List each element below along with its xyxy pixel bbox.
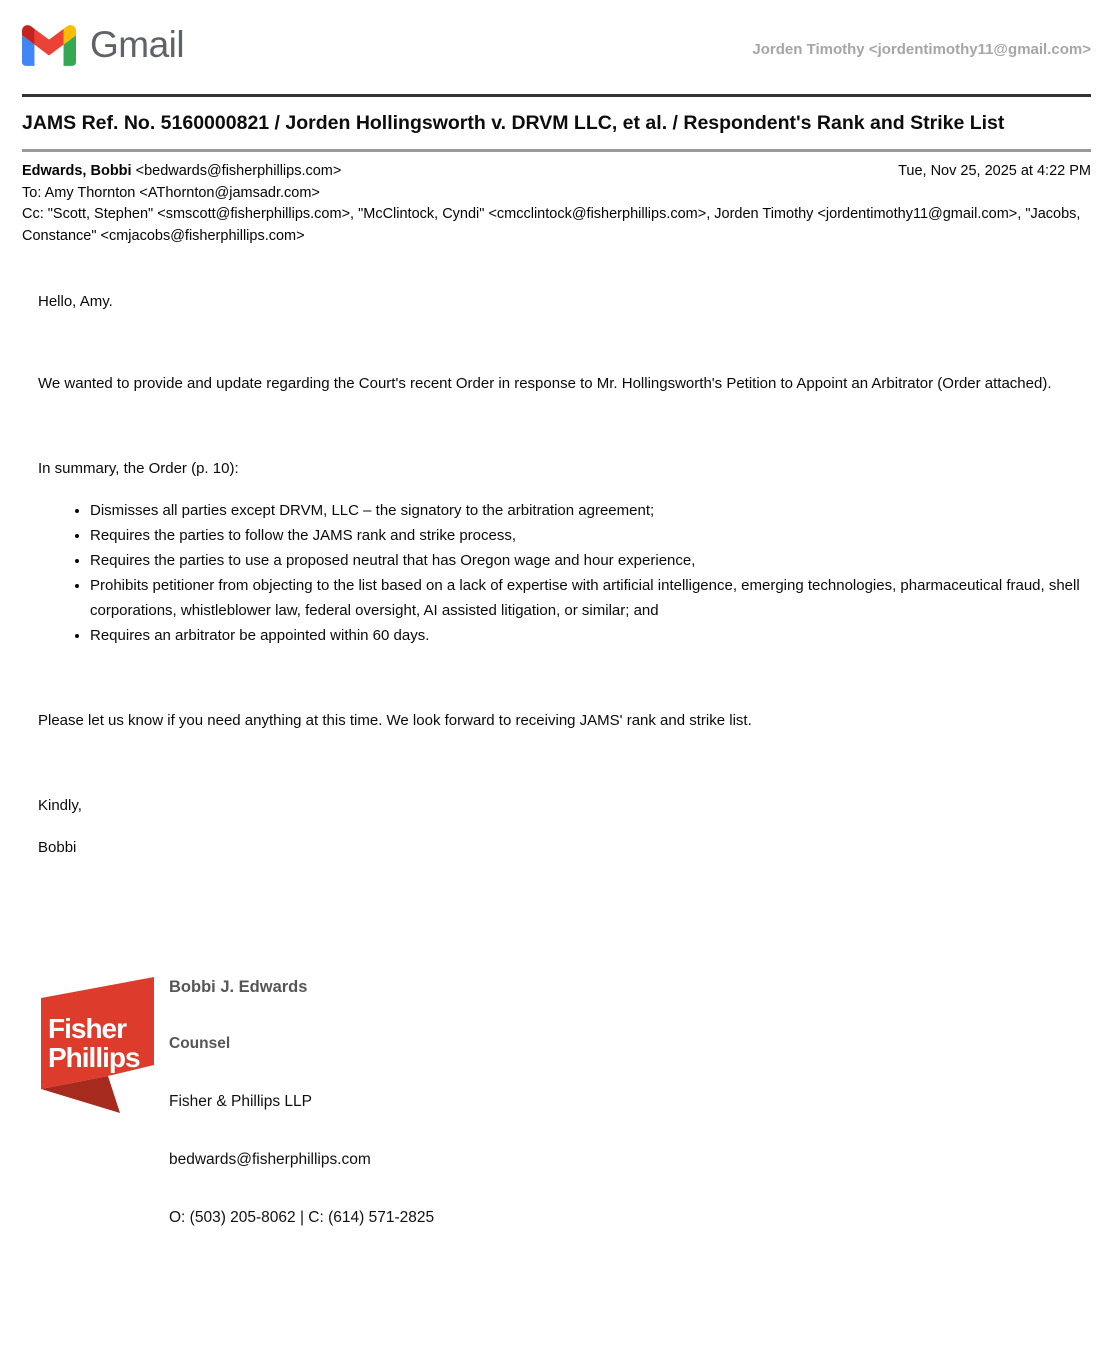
signature-firm: Fisher & Phillips LLP bbox=[169, 1093, 313, 1110]
gmail-logo bbox=[22, 24, 184, 66]
signature-name: Bobbi J. Edwards bbox=[169, 978, 308, 996]
logo-text-line2: Phillips bbox=[48, 1042, 140, 1073]
order-summary-list bbox=[38, 498, 1091, 648]
signature-phones: O: (503) 205-8062 | C: (614) 571-2825 bbox=[169, 1209, 435, 1226]
fisher-phillips-logo bbox=[38, 972, 157, 1119]
list-item: • Requires an arbitrator be appointed within 60 days. bbox=[90, 623, 1091, 648]
account-email: Jorden Timothy <jordentimothy11@gmail.com> bbox=[752, 40, 1091, 58]
from-name: Edwards, Bobbi bbox=[22, 163, 132, 179]
list-item: • Requires the parties to follow the JAMS rank and strike process, bbox=[90, 523, 1091, 548]
signoff: Bobbi bbox=[38, 839, 77, 856]
paragraph-summary: In summary, the Order (p. 10): bbox=[38, 460, 239, 477]
list-item: • Prohibits petitioner from objecting to the list based on a lack of expertise with artificial intelligence, emerging technologies, pharmaceutical fraud, shell corporations, whistleblower law, federal oversight, AI assisted litigation, or similar; and bbox=[90, 573, 1091, 623]
logo-text-line1: Fisher bbox=[48, 1013, 127, 1044]
message-meta bbox=[22, 161, 1091, 247]
greeting: Hello, Amy. bbox=[38, 293, 113, 310]
cc-line: Cc: "Scott, Stephen" <smscott@fisherphillips.com>, "McClintock, Cyndi" <cmcclintock@fisherphillips.com>, Jorden Timothy <jordentimothy11@gmail.com>, "Jacobs, Constance" <cmjacobs@fisherphillips.com> bbox=[22, 206, 1081, 244]
gmail-m-icon bbox=[22, 25, 76, 66]
email-signature bbox=[38, 972, 1091, 1267]
signature-text bbox=[169, 972, 434, 1267]
paragraph-update: We wanted to provide and update regarding the Court's recent Order in response to Mr. Hollingsworth's Petition to Appoint an Arbitrator (Order attached). bbox=[38, 375, 1052, 392]
signature-title: Counsel bbox=[169, 1035, 231, 1052]
from-line bbox=[22, 161, 882, 183]
signature-email: bedwards@fisherphillips.com bbox=[169, 1151, 371, 1168]
divider-top bbox=[22, 94, 1091, 97]
from-email: <bedwards@fisherphillips.com> bbox=[131, 163, 342, 179]
list-item: • Requires the parties to use a proposed neutral that has Oregon wage and hour experience, bbox=[90, 548, 1091, 573]
paragraph-closing-request: Please let us know if you need anything at this time. We look forward to receiving JAMS' rank and strike list. bbox=[38, 712, 752, 729]
message-date: Tue, Nov 25, 2025 at 4:22 PM bbox=[898, 163, 1091, 179]
divider-subject bbox=[22, 149, 1091, 152]
email-subject: JAMS Ref. No. 5160000821 / Jorden Hollingsworth v. DRVM LLC, et al. / Respondent's Rank and Strike List bbox=[22, 112, 1005, 134]
closing: Kindly, bbox=[38, 797, 82, 814]
email-print-page bbox=[0, 24, 1101, 1267]
message-body bbox=[38, 289, 1091, 860]
to-line: To: Amy Thornton <AThornton@jamsadr.com> bbox=[22, 184, 320, 201]
print-header bbox=[22, 24, 1091, 66]
list-item: • Dismisses all parties except DRVM, LLC – the signatory to the arbitration agreement; bbox=[90, 498, 1091, 523]
gmail-wordmark: Gmail bbox=[90, 24, 185, 65]
